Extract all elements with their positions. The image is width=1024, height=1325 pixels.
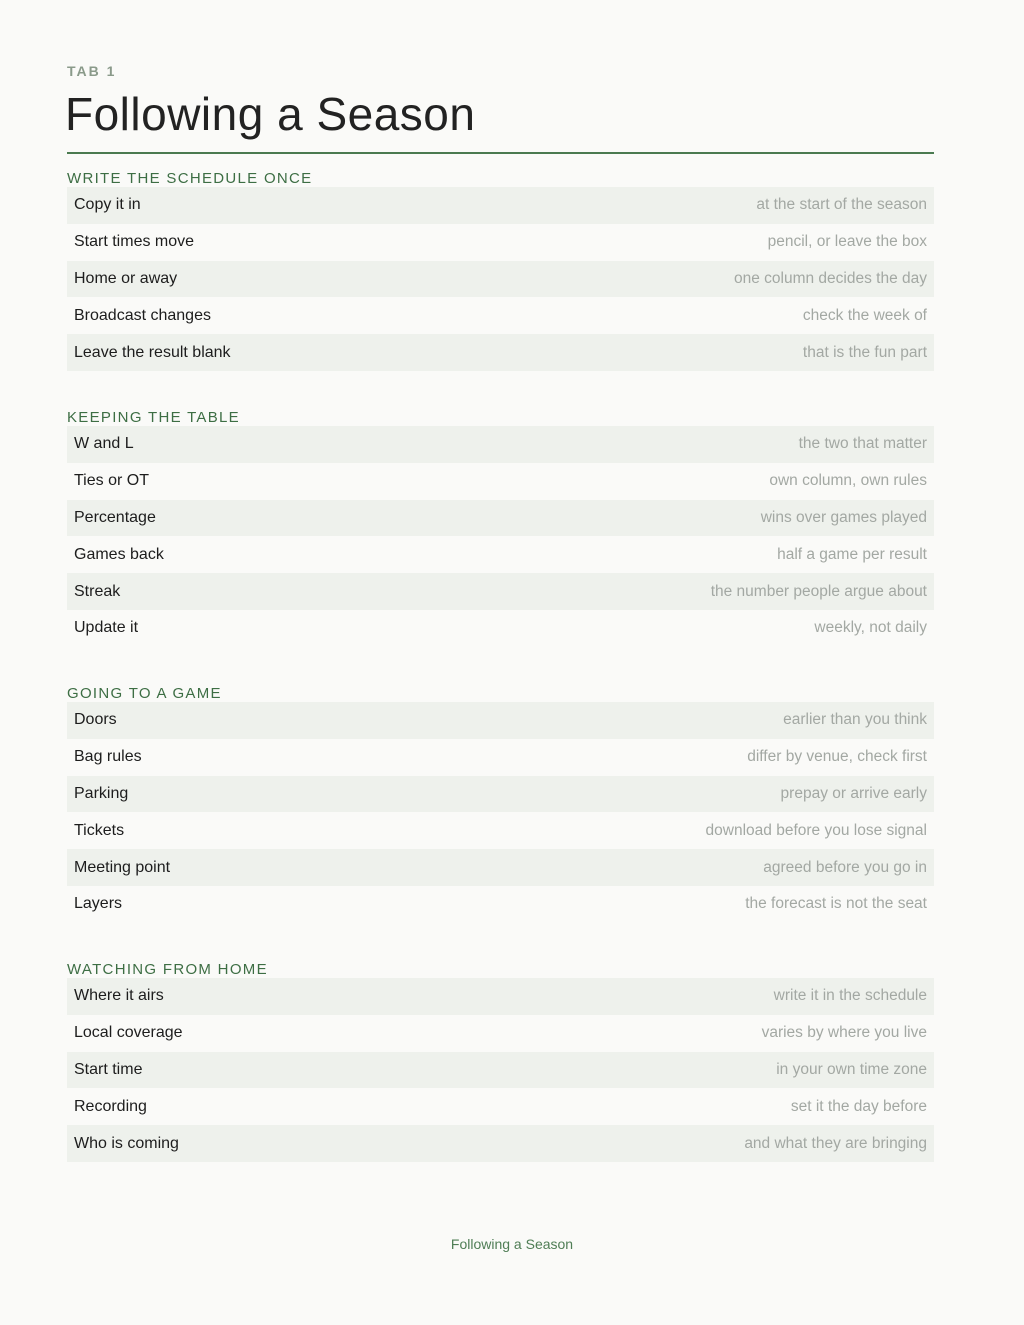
list-item	[67, 224, 934, 261]
row-note: differ by venue, check first	[747, 748, 927, 766]
row-note: prepay or arrive early	[780, 784, 927, 802]
list-item	[67, 1015, 934, 1052]
row-label: W and L	[74, 435, 134, 453]
row-label: Home or away	[74, 269, 178, 287]
row-label: Who is coming	[74, 1134, 179, 1152]
list-item	[67, 739, 934, 776]
row-note: in your own time zone	[776, 1060, 927, 1078]
row-label: Bag rules	[74, 748, 142, 766]
row-note: set it the day before	[790, 1097, 927, 1115]
list-item	[67, 261, 934, 298]
list-item	[67, 849, 934, 886]
row-label: Recording	[74, 1097, 147, 1115]
list-item	[67, 573, 934, 610]
section-keeping-the-table	[67, 409, 934, 647]
row-note: and what they are bringing	[744, 1134, 927, 1152]
row-note: one column decides the day	[733, 269, 927, 287]
row-note: own column, own rules	[769, 472, 927, 490]
row-label: Games back	[74, 545, 164, 563]
list-item	[67, 978, 934, 1015]
row-note: the number people argue about	[710, 582, 927, 600]
section-watching-from-home	[67, 961, 934, 1162]
section-heading: KEEPING THE TABLE	[67, 409, 240, 426]
row-label: Layers	[74, 895, 123, 913]
row-label: Where it airs	[74, 987, 164, 1005]
row-note: the forecast is not the seat	[745, 895, 927, 913]
list-item	[67, 500, 934, 537]
row-label: Leave the result blank	[74, 343, 231, 361]
row-label: Start times move	[74, 233, 195, 251]
row-note: agreed before you go in	[763, 858, 927, 876]
row-label: Meeting point	[74, 858, 171, 876]
list-item	[67, 812, 934, 849]
row-label: Streak	[74, 582, 121, 600]
row-label: Copy it in	[74, 196, 141, 214]
list-item	[67, 1052, 934, 1089]
row-note: download before you lose signal	[705, 821, 927, 839]
title-divider	[67, 152, 934, 154]
row-note: at the start of the season	[756, 196, 927, 214]
list-item	[67, 1088, 934, 1125]
list-item	[67, 187, 934, 224]
section-going-to-a-game	[67, 685, 934, 923]
row-label: Broadcast changes	[74, 306, 211, 324]
page-title: Following a Season	[65, 88, 476, 140]
row-note: check the week of	[802, 306, 927, 324]
list-item	[67, 334, 934, 371]
row-label: Start time	[74, 1060, 143, 1078]
row-note: weekly, not daily	[814, 619, 927, 637]
row-label: Percentage	[74, 508, 156, 526]
list-item	[67, 610, 934, 647]
row-label: Parking	[74, 784, 129, 802]
section-write-the-schedule-once	[67, 170, 934, 371]
row-note: varies by where you live	[761, 1024, 927, 1042]
row-note: half a game per result	[777, 545, 927, 563]
section-heading: WATCHING FROM HOME	[67, 961, 268, 978]
row-label: Tickets	[74, 821, 125, 839]
tab-label: TAB 1	[67, 63, 117, 79]
row-label: Local coverage	[74, 1024, 183, 1042]
list-item	[67, 536, 934, 573]
row-label: Doors	[74, 711, 117, 729]
section-heading: WRITE THE SCHEDULE ONCE	[67, 170, 313, 187]
row-note: write it in the schedule	[773, 987, 927, 1005]
row-label: Update it	[74, 619, 139, 637]
list-item	[67, 297, 934, 334]
page-footer: Following a Season	[450, 1236, 574, 1252]
list-item	[67, 463, 934, 500]
list-item	[67, 1125, 934, 1162]
list-item	[67, 886, 934, 923]
list-item	[67, 702, 934, 739]
row-note: pencil, or leave the box	[767, 233, 927, 251]
row-note: wins over games played	[760, 508, 927, 526]
row-note: the two that matter	[798, 435, 927, 453]
list-item	[67, 426, 934, 463]
section-heading: GOING TO A GAME	[67, 685, 222, 702]
row-note: earlier than you think	[783, 711, 927, 729]
row-note: that is the fun part	[802, 343, 927, 361]
list-item	[67, 776, 934, 813]
row-label: Ties or OT	[74, 472, 149, 490]
